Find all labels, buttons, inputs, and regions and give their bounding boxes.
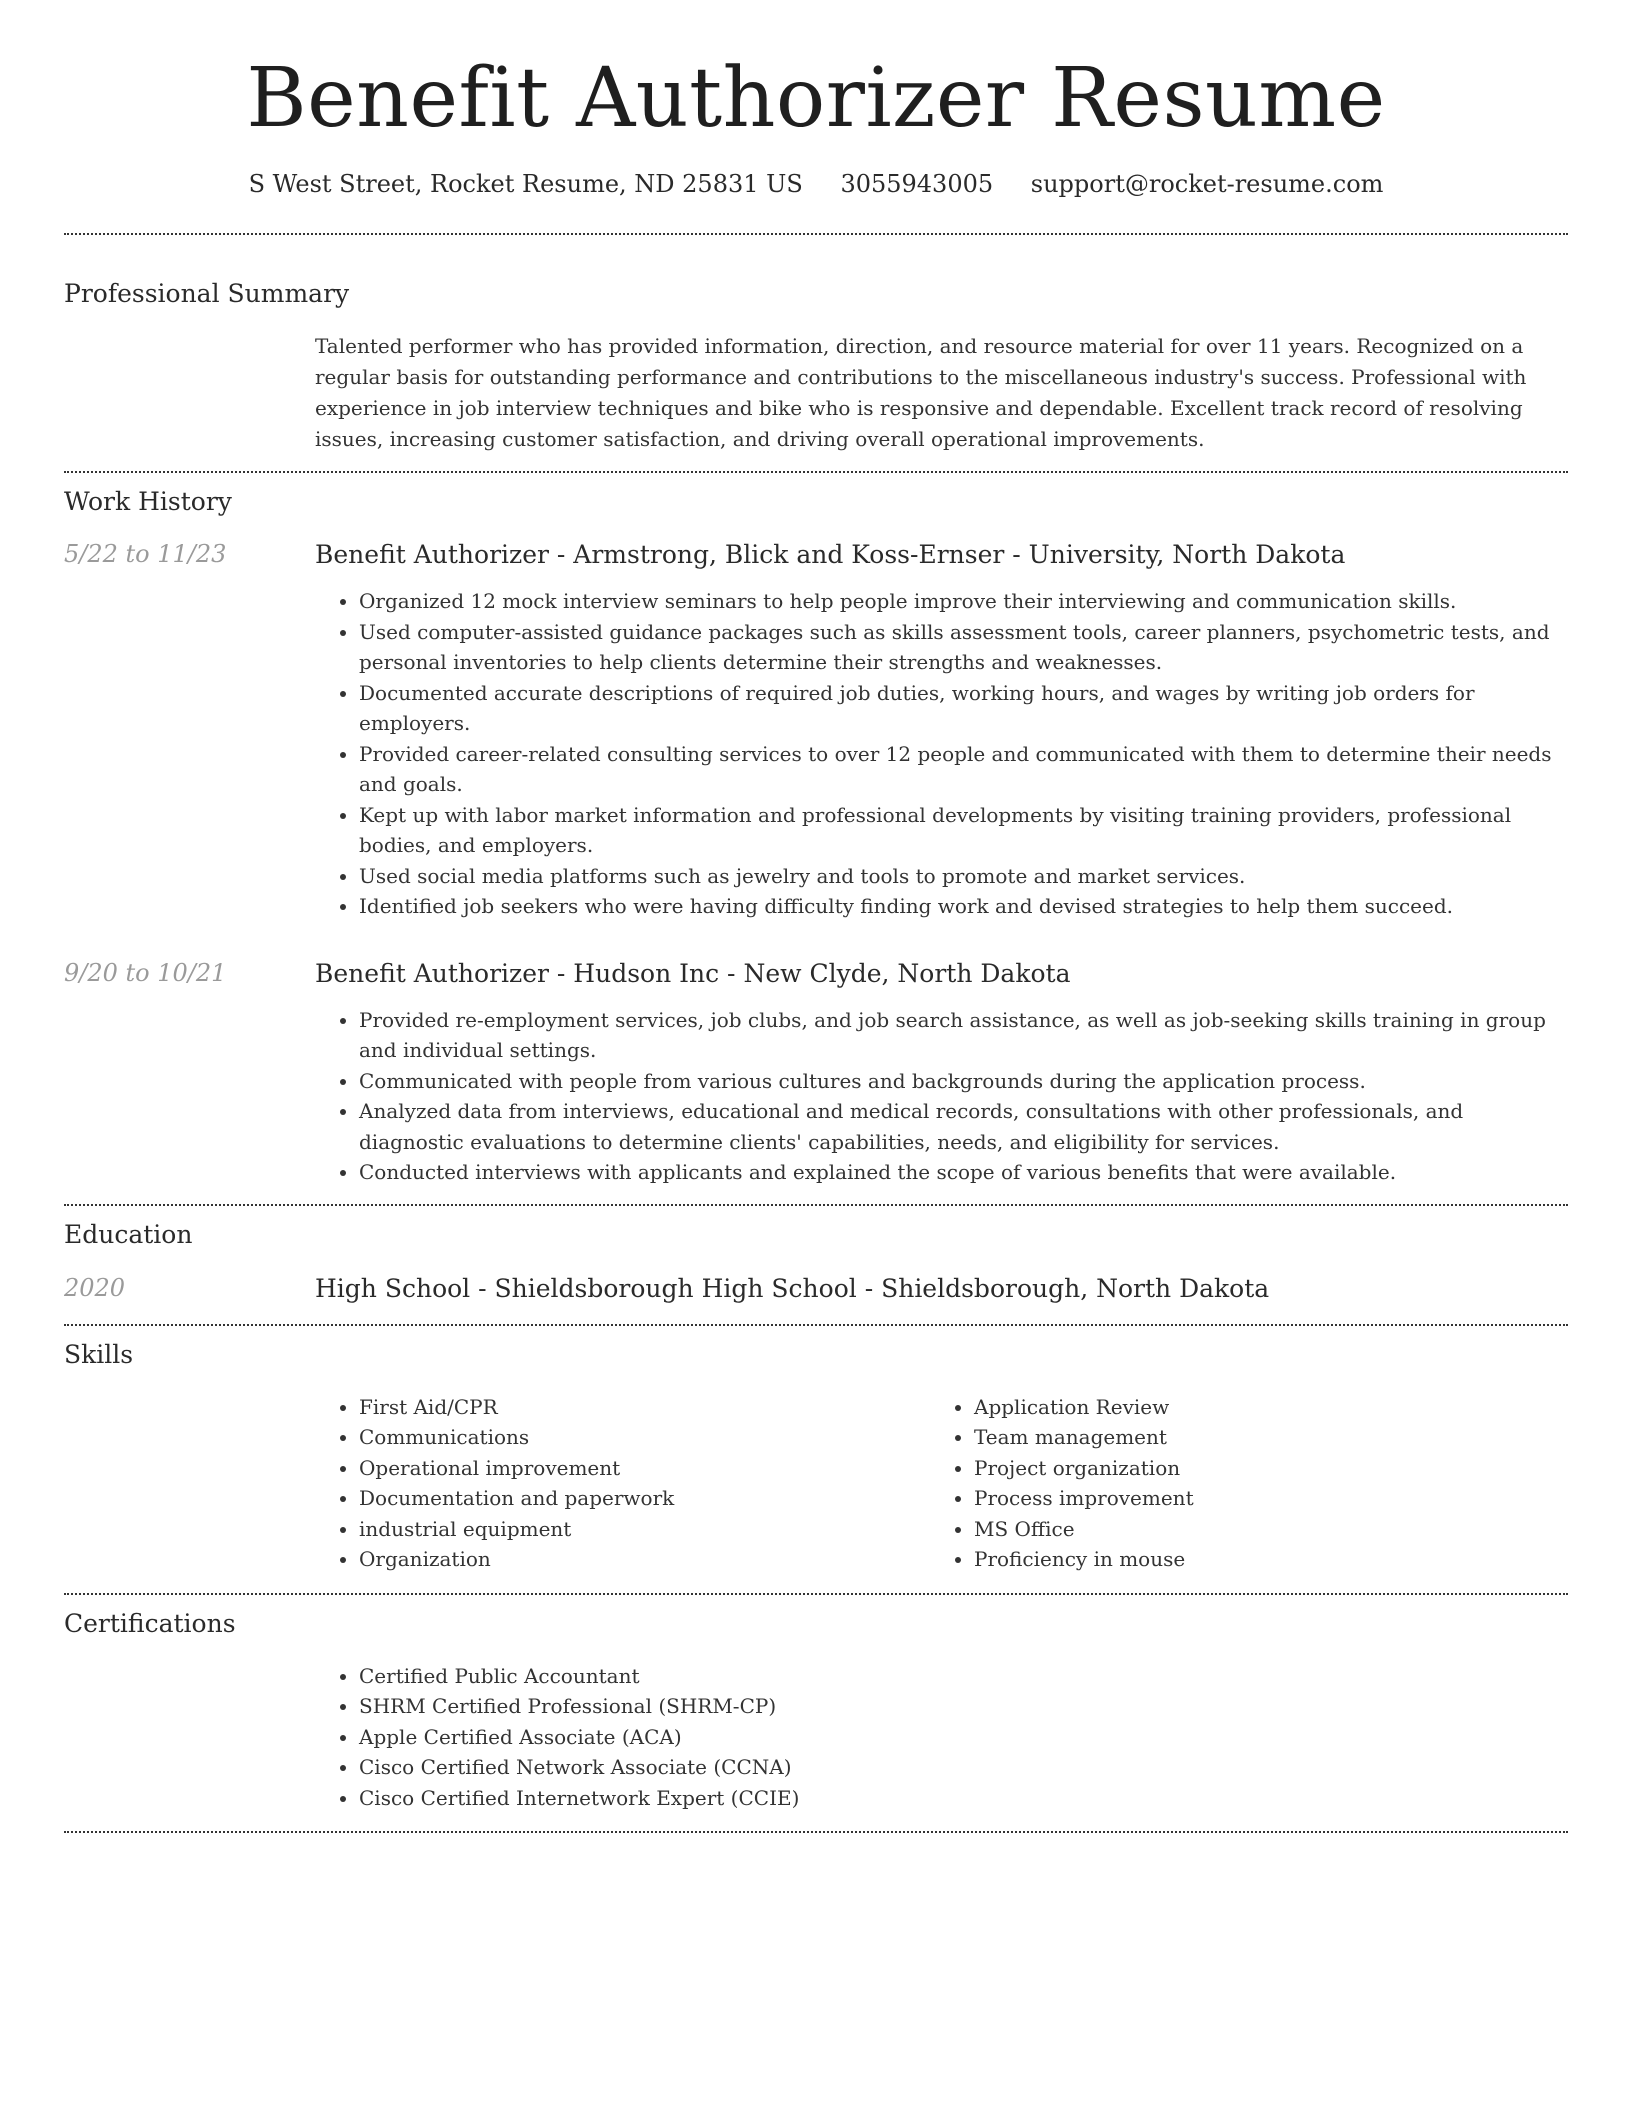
list-item: • Identified job seekers who were having difficulty finding work and devised strategies to help them succeed. <box>359 891 1568 922</box>
contact-address: S West Street, Rocket Resume, ND 25831 US <box>248 170 803 199</box>
summary-text: Talented performer who has provided information, direction, and resource material for over 11 years. Recognized on a regular basis for outstanding performance and contributions to the miscellaneous industry's success. Professional with experience in job interview techniques and bike who is responsive and dependable. Excellent track record of resolving issues, increasing customer satisfaction, and driving overall operational improvements. <box>315 334 1527 452</box>
list-item: • Documentation and paperwork <box>359 1483 930 1514</box>
job-bullets-row <box>64 586 1568 922</box>
summary-section <box>64 235 1568 455</box>
list-item: • Used social media platforms such as jewelry and tools to promote and market services. <box>359 861 1568 892</box>
job-entry <box>64 959 1568 988</box>
skills-columns <box>315 1392 1568 1575</box>
list-item: • Used computer-assisted guidance packages such as skills assessment tools, career planners, psychometric tests, and personal inventories to help clients determine their strengths and weaknesses. <box>359 617 1568 678</box>
list-item: • Analyzed data from interviews, educational and medical records, consultations with other professionals, and diagnostic evaluations to determine clients' capabilities, needs, and eligibility for services. <box>359 1096 1568 1157</box>
list-item: • Proficiency in mouse <box>974 1544 1545 1575</box>
job-entry <box>64 540 1568 569</box>
resume-name: Benefit Authorizer Resume <box>246 51 1386 146</box>
list-item: • Organized 12 mock interview seminars to help people improve their interviewing and communication skills. <box>359 586 1568 617</box>
section-title-education: Education <box>64 1219 193 1249</box>
contact-line <box>64 170 1568 198</box>
list-item: • Process improvement <box>974 1483 1545 1514</box>
list-item: • Provided career-related consulting services to over 12 people and communicated with them to determine their needs and goals. <box>359 739 1568 800</box>
list-item: • First Aid/CPR <box>359 1392 930 1423</box>
job-dates: 9/20 to 10/21 <box>64 958 227 987</box>
contact-phone: 3055943005 <box>840 170 994 199</box>
section-title-work: Work History <box>64 487 232 517</box>
list-item: • Documented accurate descriptions of required job duties, working hours, and wages by writing job orders for employers. <box>359 678 1568 739</box>
list-item: • Application Review <box>974 1392 1545 1423</box>
job-dates: 5/22 to 11/23 <box>64 540 227 569</box>
list-item: • industrial equipment <box>359 1514 930 1545</box>
skills-row <box>64 1392 1568 1575</box>
list-item: • Operational improvement <box>359 1453 930 1484</box>
summary-row <box>64 331 1568 455</box>
list-item: • Conducted interviews with applicants and explained the scope of various benefits that were available. <box>359 1157 1568 1188</box>
certifications-list <box>315 1661 1568 1814</box>
job-bullets <box>315 1005 1568 1188</box>
section-title-certifications: Certifications <box>64 1608 236 1638</box>
list-item: • Cisco Certified Internetwork Expert (CCIE) <box>359 1783 1568 1814</box>
job-heading: Benefit Authorizer - Hudson Inc - New Clyde, North Dakota <box>315 958 1071 988</box>
section-title-summary: Professional Summary <box>64 279 350 309</box>
skills-section <box>64 1326 1568 1575</box>
job-bullets-row <box>64 1005 1568 1188</box>
certifications-section <box>64 1595 1568 1814</box>
list-item: • MS Office <box>974 1514 1545 1545</box>
education-section <box>64 1206 1568 1303</box>
education-date: 2020 <box>64 1273 126 1302</box>
list-item: • Provided re-employment services, job clubs, and job search assistance, as well as job-seeking skills training in group and individual settings. <box>359 1005 1568 1066</box>
list-item: • Certified Public Accountant <box>359 1661 1568 1692</box>
work-section <box>64 473 1568 1188</box>
list-item: • Communicated with people from various cultures and backgrounds during the application process. <box>359 1066 1568 1097</box>
list-item: • Kept up with labor market information and professional developments by visiting training providers, professional bodies, and employers. <box>359 800 1568 861</box>
list-item: • Team management <box>974 1422 1545 1453</box>
job-heading: Benefit Authorizer - Armstrong, Blick and Koss-Ernser - University, North Dakota <box>315 540 1346 570</box>
job-bullets <box>315 586 1568 922</box>
skills-list-1 <box>315 1392 930 1575</box>
list-item: • Communications <box>359 1422 930 1453</box>
list-item: • Apple Certified Associate (ACA) <box>359 1722 1568 1753</box>
contact-email: support@rocket-resume.com <box>1030 170 1384 199</box>
divider <box>64 1831 1568 1833</box>
list-item: • Organization <box>359 1544 930 1575</box>
skills-list-2 <box>930 1392 1545 1575</box>
certifications-row <box>64 1661 1568 1814</box>
section-title-skills: Skills <box>64 1339 134 1369</box>
list-item: • Cisco Certified Network Associate (CCNA) <box>359 1752 1568 1783</box>
education-heading: High School - Shieldsborough High School - Shieldsborough, North Dakota <box>315 1273 1270 1303</box>
education-entry <box>64 1274 1568 1303</box>
list-item: • Project organization <box>974 1453 1545 1484</box>
list-item: • SHRM Certified Professional (SHRM-CP) <box>359 1691 1568 1722</box>
